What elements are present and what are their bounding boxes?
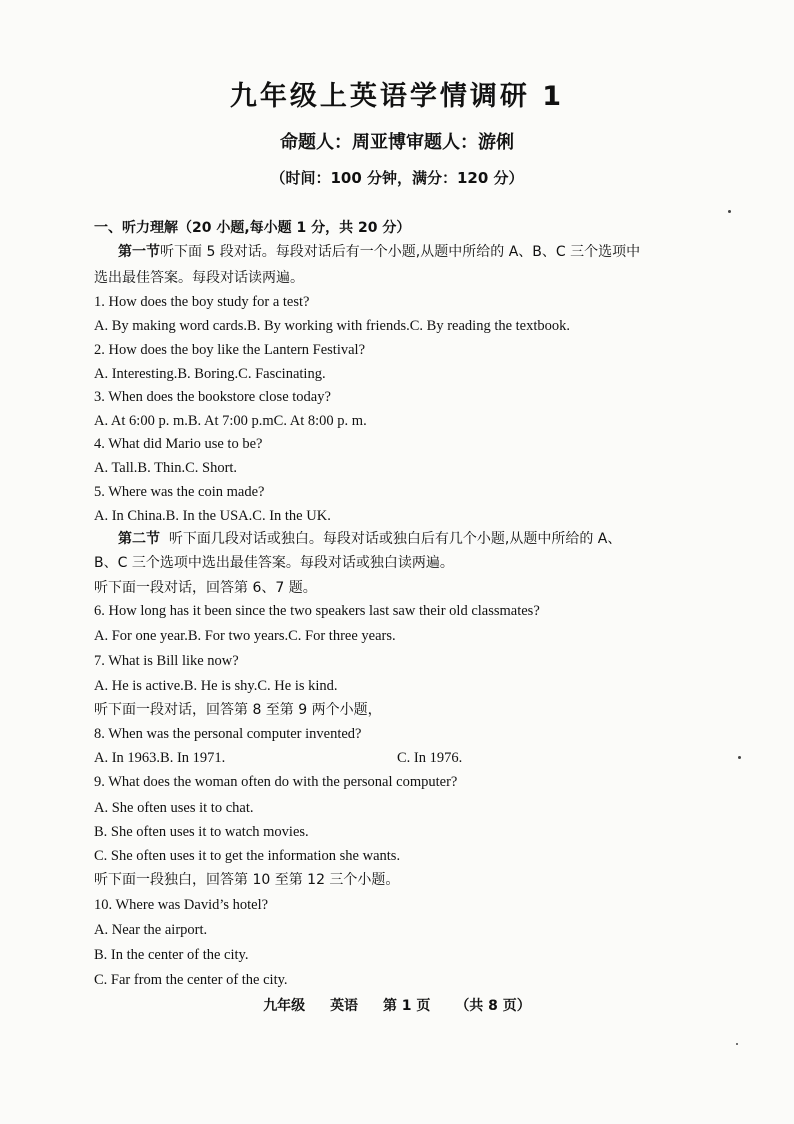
footer-grade: 九年级: [263, 998, 306, 1014]
instruction-6-7: 听下面一段对话，回答第 6、7 题。: [94, 580, 317, 596]
question-7: 7. What is Bill like now?: [94, 653, 239, 669]
question-5: 5. Where was the coin made?: [94, 484, 265, 500]
part1-text: 听下面 5 段对话。每段对话后有一个小题,从题中所给的 A、B、C 三个选项中: [160, 244, 641, 260]
page-footer: [0, 995, 794, 1015]
question-1: 1. How does the boy study for a test?: [94, 294, 310, 310]
part1-instruction: [118, 242, 640, 262]
scan-speck: [738, 756, 741, 759]
question-10-option-c: C. Far from the center of the city.: [94, 972, 288, 988]
footer-page: 第 1 页: [382, 998, 431, 1014]
question-6-options: A. For one year.B. For two years.C. For three years.: [94, 628, 396, 644]
question-8-options-ab: A. In 1963.B. In 1971.: [94, 750, 226, 766]
question-9: 9. What does the woman often do with the personal computer?: [94, 774, 458, 790]
part2-text: 听下面几段对话或独白。每段对话或独白后有几个小题,从题中所给的 A、: [168, 531, 622, 547]
question-5-options: A. In China.B. In the USA.C. In the UK.: [94, 508, 331, 524]
part2-instruction-cont: B、C 三个选项中选出最佳答案。每段对话或独白读两遍。: [94, 555, 454, 571]
part1-instruction-cont: 选出最佳答案。每段对话读两遍。: [94, 270, 304, 286]
question-10: 10. Where was David’s hotel?: [94, 897, 269, 913]
footer-subject: 英语: [330, 998, 359, 1014]
question-10-option-a: A. Near the airport.: [94, 922, 208, 938]
question-10-option-b: B. In the center of the city.: [94, 947, 249, 963]
page-title: 九年级上英语学情调研 1: [229, 81, 565, 112]
question-9-option-a: A. She often uses it to chat.: [94, 800, 254, 816]
question-4: 4. What did Mario use to be?: [94, 436, 263, 452]
question-2-options: A. Interesting.B. Boring.C. Fascinating.: [94, 366, 326, 382]
question-9-option-c: C. She often uses it to get the information she wants.: [94, 848, 401, 864]
part2-label: 第二节: [118, 531, 160, 547]
authors-line: 命题人：周亚博审题人：游俐: [280, 132, 514, 153]
footer-total: （共 8 页）: [455, 998, 531, 1014]
question-8: 8. When was the personal computer invented?: [94, 726, 362, 742]
instruction-8-9: 听下面一段对话，回答第 8 至第 9 两个小题，: [94, 702, 382, 718]
question-2: 2. How does the boy like the Lantern Festival?: [94, 342, 366, 358]
question-6: 6. How long has it been since the two speakers last saw their old classmates?: [94, 603, 540, 619]
scan-speck: [736, 1043, 738, 1045]
section-heading: 一、听力理解（20 小题,每小题 1 分，共 20 分）: [94, 220, 411, 236]
part2-instruction: [118, 529, 621, 549]
question-9-option-b: B. She often uses it to watch movies.: [94, 824, 309, 840]
question-7-options: A. He is active.B. He is shy.C. He is kind.: [94, 678, 338, 694]
instruction-10-12: 听下面一段独白，回答第 10 至第 12 三个小题。: [94, 872, 400, 888]
question-4-options: A. Tall.B. Thin.C. Short.: [94, 460, 238, 476]
scan-speck: [728, 210, 731, 213]
time-info: （时间：100 分钟，满分：120 分）: [270, 169, 524, 187]
question-3-options: A. At 6:00 p. m.B. At 7:00 p.mC. At 8:00 p. m.: [94, 413, 367, 429]
question-8-option-c: C. In 1976.: [397, 750, 463, 766]
question-3: 3. When does the bookstore close today?: [94, 389, 331, 405]
question-1-options: A. By making word cards.B. By working with friends.C. By reading the textbook.: [94, 318, 571, 334]
part1-label: 第一节: [118, 244, 160, 260]
